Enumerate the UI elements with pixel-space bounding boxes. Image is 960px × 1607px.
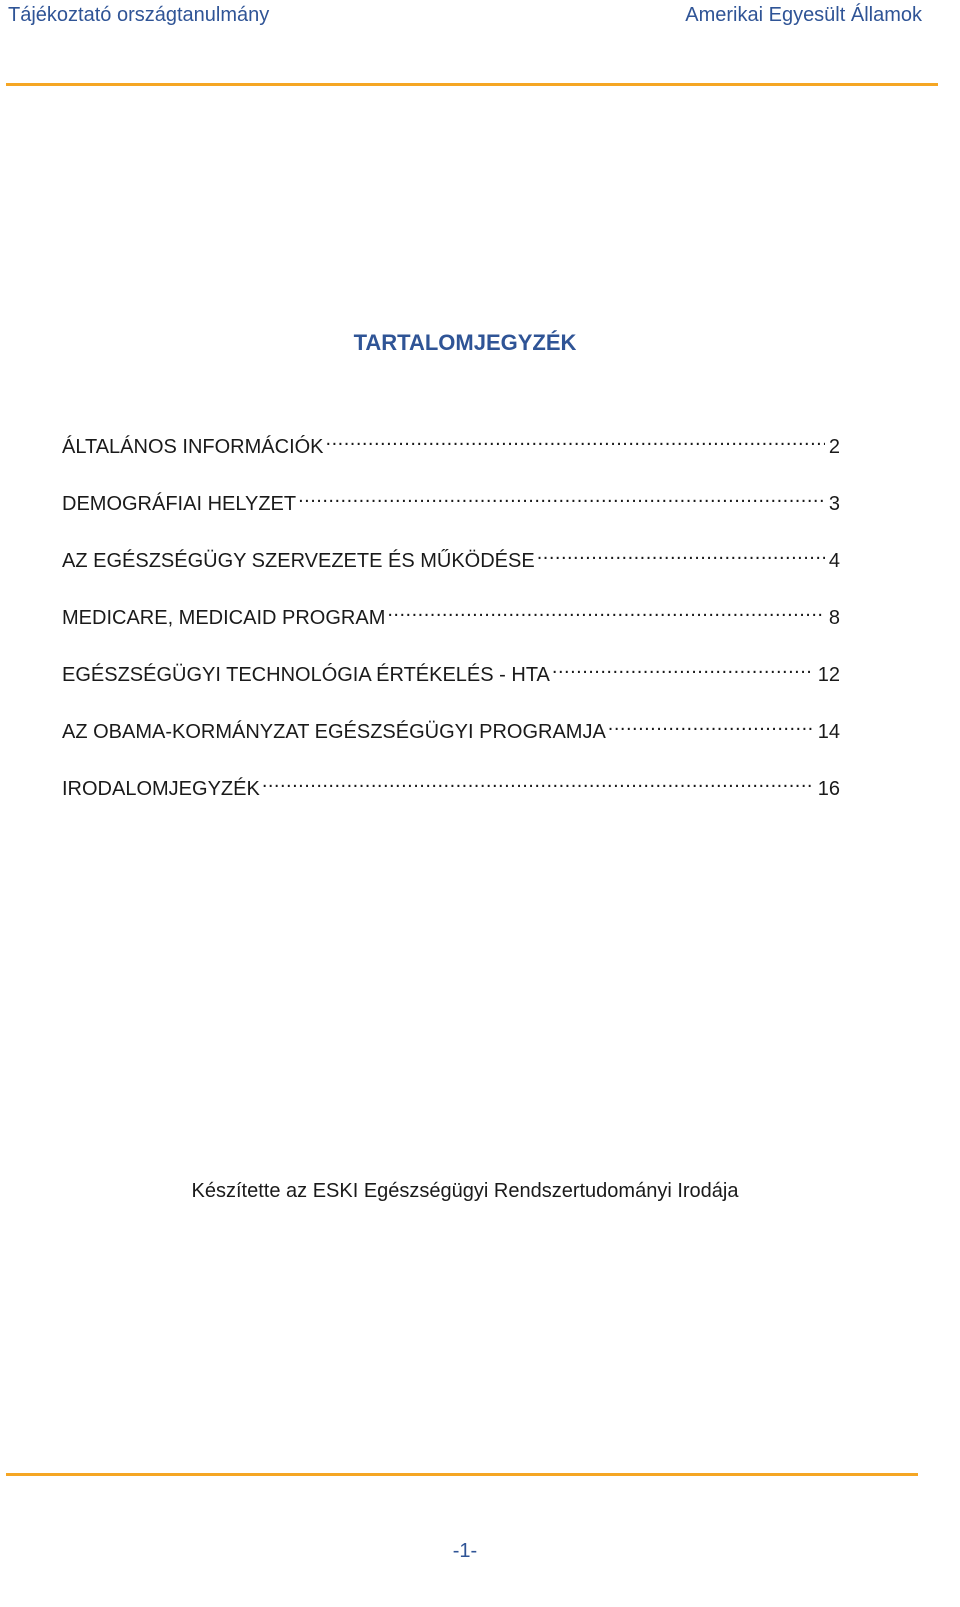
page-header [8, 4, 922, 34]
toc-leader-dots [326, 425, 825, 453]
toc-entry-general-info[interactable] [62, 425, 840, 482]
footer-divider [6, 1473, 918, 1476]
toc-leader-dots [298, 482, 825, 510]
toc-entry-label: EGÉSZSÉGÜGYI TECHNOLÓGIA ÉRTÉKELÉS - HTA [62, 664, 550, 686]
toc-entry-label: AZ EGÉSZSÉGÜGY SZERVEZETE ÉS MŰKÖDÉSE [62, 550, 535, 572]
toc-leader-dots [537, 539, 825, 567]
toc-leader-dots [552, 653, 814, 681]
toc-entry-medicare-medicaid[interactable] [62, 596, 840, 653]
header-document-title: Tájékoztató országtanulmány [8, 4, 270, 26]
toc-title: TARTALOMJEGYZÉK [353, 330, 577, 355]
toc-entry-bibliography[interactable] [62, 767, 840, 824]
toc-entry-label: AZ OBAMA-KORMÁNYZAT EGÉSZSÉGÜGYI PROGRAMJA [62, 721, 606, 743]
toc-entry-page: 14 [817, 721, 840, 743]
toc-leader-dots [608, 710, 814, 738]
toc-entry-page: 12 [817, 664, 840, 686]
toc-entry-label: ÁLTALÁNOS INFORMÁCIÓK [62, 436, 324, 458]
page-number: -1- [452, 1540, 478, 1562]
toc-entry-label: IRODALOMJEGYZÉK [62, 778, 260, 800]
toc-entry-demographics[interactable] [62, 482, 840, 539]
toc-entry-page: 8 [828, 607, 840, 629]
table-of-contents [62, 425, 840, 824]
toc-entry-health-system[interactable] [62, 539, 840, 596]
toc-entry-page: 4 [828, 550, 840, 572]
toc-entry-label: MEDICARE, MEDICAID PROGRAM [62, 607, 386, 629]
toc-leader-dots [262, 767, 814, 795]
toc-entry-page: 2 [828, 436, 840, 458]
toc-entry-page: 16 [817, 778, 840, 800]
header-country-title: Amerikai Egyesült Államok [685, 4, 922, 26]
toc-entry-obama-program[interactable] [62, 710, 840, 767]
author-credit: Készítette az ESKI Egészségügyi Rendszertudományi Irodája [191, 1180, 739, 1202]
header-divider [6, 83, 938, 86]
toc-leader-dots [387, 596, 825, 624]
toc-entry-hta[interactable] [62, 653, 840, 710]
toc-entry-label: DEMOGRÁFIAI HELYZET [62, 493, 297, 515]
toc-entry-page: 3 [828, 493, 840, 515]
